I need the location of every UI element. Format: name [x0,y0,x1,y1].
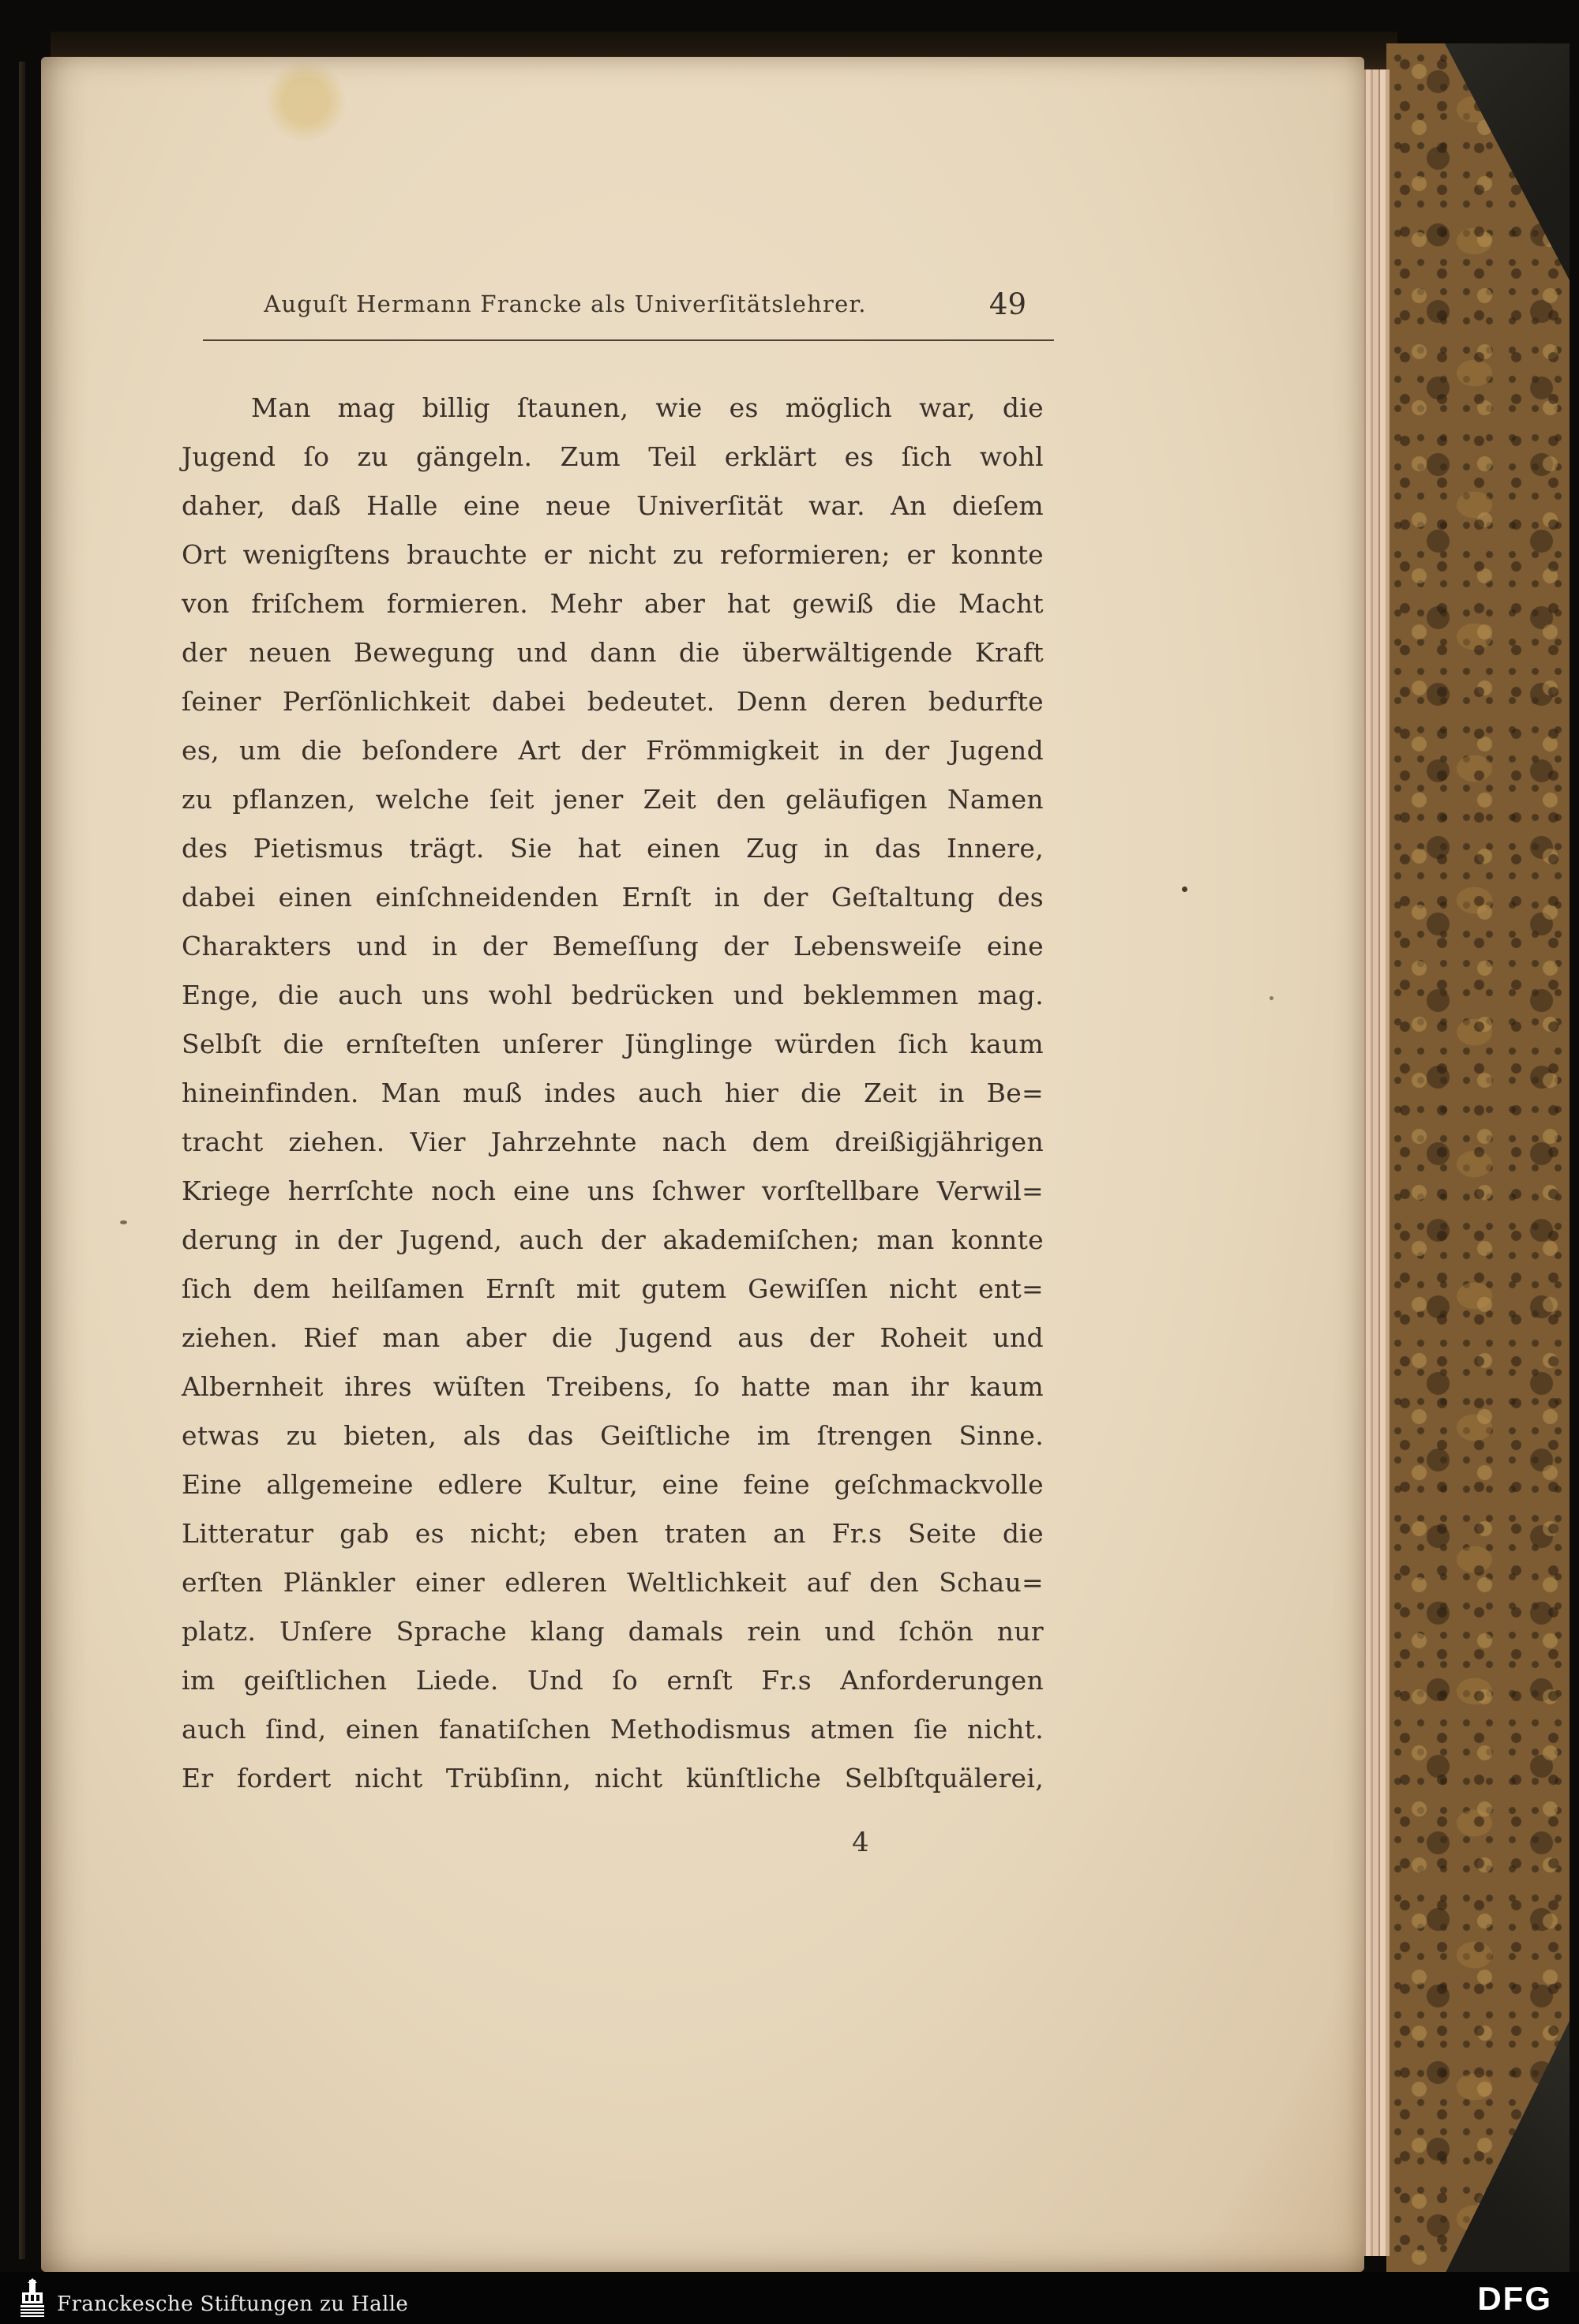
text-line: ſich dem heilſamen Ernſt mit gutem Gewiſſen nicht ent= [182,1273,1044,1304]
text-line: Ort wenigſtens brauchte er nicht zu reformieren; er konnte [182,539,1044,570]
gutter-page-edges [19,62,25,2259]
marbled-cover-board [1386,43,1570,2274]
dfg-logo: DFG [1477,2280,1552,2317]
page-number: 49 [988,287,1026,321]
text-line: des Pietismus trägt. Sie hat einen Zug in das Innere, [182,833,1044,864]
text-line: auch ſind, einen fanatiſchen Methodismus atmen ſie nicht. [182,1714,1044,1745]
text-line: der neuen Bewegung und dann die überwältigende Kraft [182,637,1044,668]
text-line: ſeiner Perſönlichkeit dabei bedeutet. Denn deren bedurfte [182,686,1044,717]
text-line: erſten Plänkler einer edleren Weltlichkeit auf den Schau= [182,1567,1044,1598]
text-line: Er fordert nicht Trübſinn, nicht künſtliche Selbſtquälerei, [182,1763,1044,1794]
running-header-title: Auguſt Hermann Francke als Univerſitätslehrer. [264,290,867,317]
text-line: Litteratur gab es nicht; eben traten an Fr.s Seite die [182,1518,1044,1549]
text-line: etwas zu bieten, als das Geiſtliche im ſtrengen Sinne. [182,1420,1044,1451]
text-line: von friſchem formieren. Mehr aber hat gewiß die Macht [182,588,1044,619]
text-line: hineinfinden. Man muß indes auch hier die Zeit in Be= [182,1078,1044,1108]
text-line: derung in der Jugend, auch der akademiſchen; man konnte [182,1224,1044,1255]
text-line: daher, daß Halle eine neue Univerſität war. An dieſem [182,490,1044,521]
running-header [182,287,1044,328]
text-line: Charakters und in der Bemeſſung der Lebensweiſe eine [182,931,1044,961]
text-line: Man mag billig ſtaunen, wie es möglich war, die [251,392,1044,423]
watermark-bar [0,2272,1579,2324]
text-line: zu pflanzen, welche ſeit jener Zeit den geläufigen Namen [182,784,1044,815]
text-line: platz. Unſere Sprache klang damals rein und ſchön nur [182,1616,1044,1647]
franckesche-stiftungen-logo [19,2278,46,2318]
text-line: Albernheit ihres wüſten Treibens, ſo hatte man ihr kaum [182,1371,1044,1402]
text-line: im geiſtlichen Liede. Und ſo ernſt Fr.s Anforderungen [182,1665,1044,1696]
signature-mark: 4 [852,1827,869,1858]
text-line: Jugend ſo zu gängeln. Zum Teil erklärt es ſich wohl [182,441,1044,472]
text-line: ziehen. Rief man aber die Jugend aus der Roheit und [182,1322,1044,1353]
text-line: Kriege herrſchte noch eine uns ſchwer vorſtellbare Verwil= [182,1175,1044,1206]
header-rule [203,339,1054,341]
text-line: Eine allgemeine edlere Kultur, eine feine geſchmackvolle [182,1469,1044,1500]
page-speck [120,1220,127,1224]
body-text [182,384,1044,1803]
text-line: dabei einen einſchneidenden Ernſt in der Geſtaltung des [182,882,1044,913]
book-page [41,57,1364,2272]
library-watermark-text: Franckesche Stiftungen zu Halle [57,2292,409,2316]
text-line: es, um die beſondere Art der Frömmigkeit in der Jugend [182,735,1044,766]
text-line: Enge, die auch uns wohl bedrücken und beklemmen mag. [182,980,1044,1010]
text-line: tracht ziehen. Vier Jahrzehnte nach dem dreißigjährigen [182,1126,1044,1157]
page-speck [1182,886,1187,892]
text-line: Selbſt die ernſteſten unſerer Jünglinge würden ſich kaum [182,1029,1044,1059]
page-speck [1270,996,1273,1000]
